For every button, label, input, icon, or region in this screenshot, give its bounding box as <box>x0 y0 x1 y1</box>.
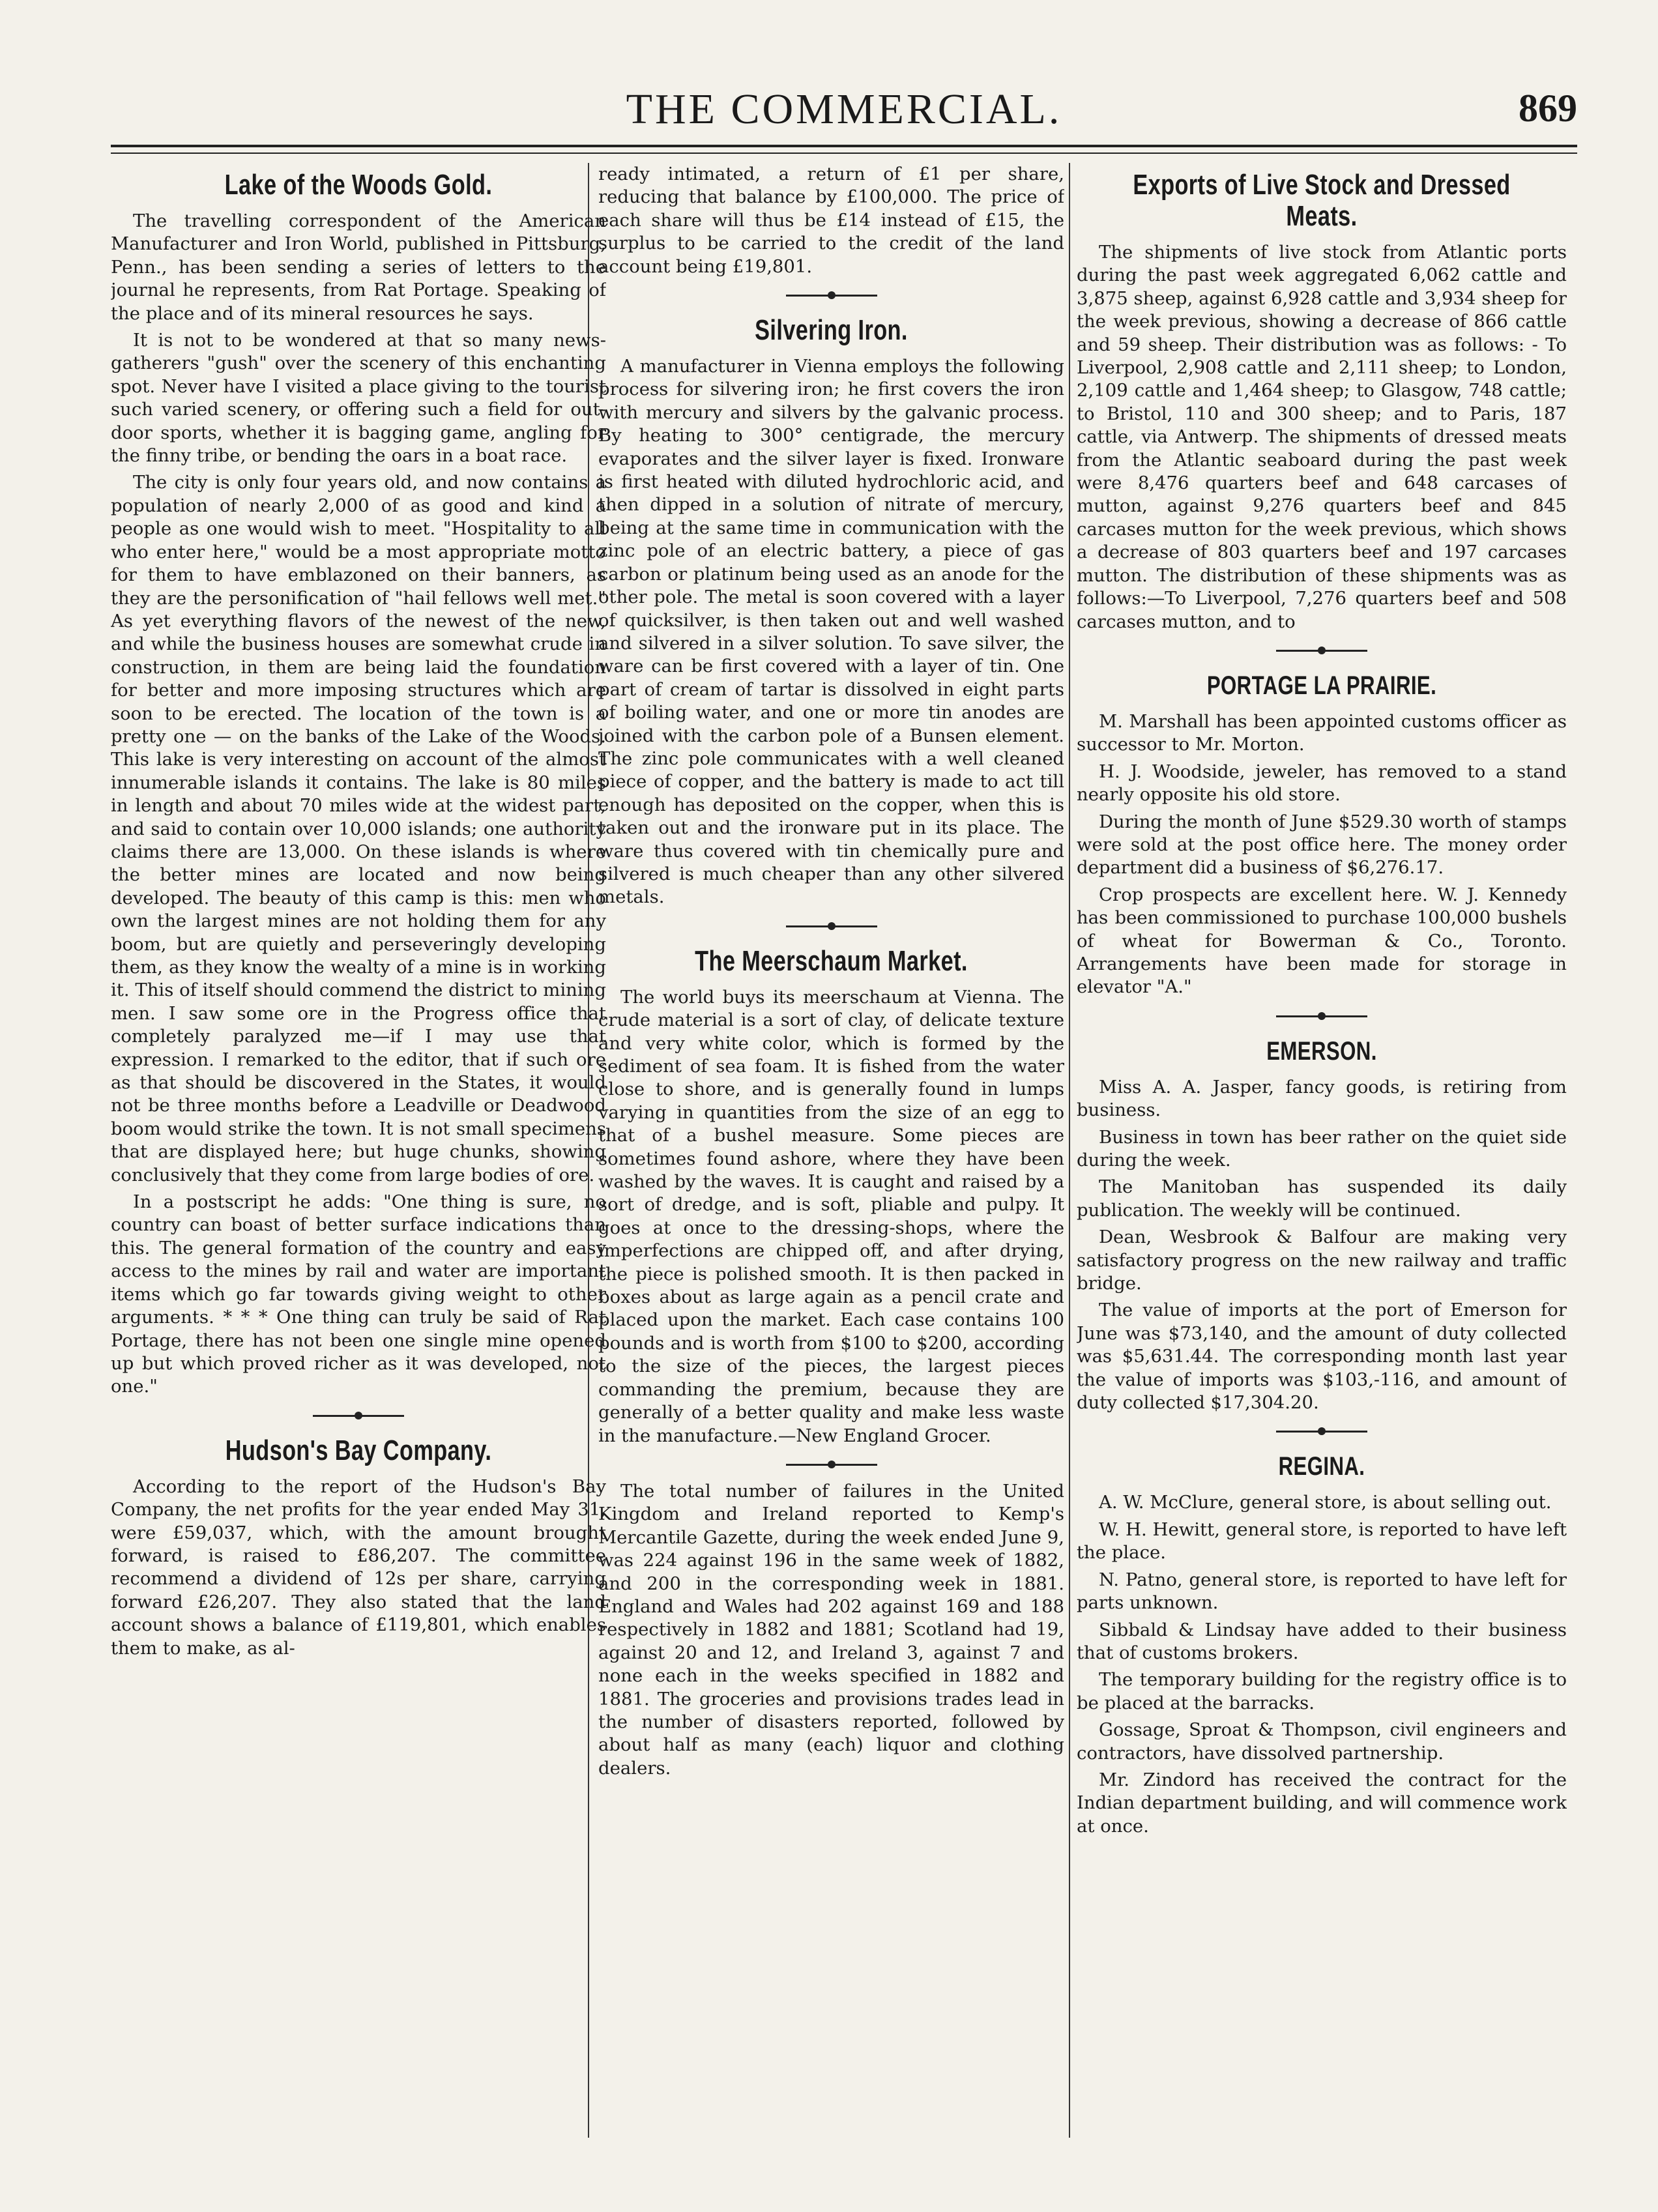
section-separator <box>598 913 1064 939</box>
column-1 <box>111 163 606 2138</box>
article-title-regina: REGINA. <box>1278 1452 1365 1481</box>
article-paragraph: Crop prospects are excellent here. W. J. Kennedy has been commissioned to purchase 100,000 bushels of wheat for Bowerman & Co., Toronto. Arrangements have been made for storage in elevator "A." <box>1077 884 1567 998</box>
section-separator <box>598 282 1064 308</box>
column-divider <box>1069 163 1070 2138</box>
article-paragraph: In a postscript he adds: "One thing is sure, no country can boast of better surface indications than this. The general formation of the country and easy access to the mines by rail and water are important items which go far towards giving weight to other arguments. * * * One thing can truly be said of Rat Portage, there has not been one single mine opened up but which proved richer as it was developed, not one." <box>111 1191 606 1397</box>
masthead-rule <box>111 145 1577 147</box>
article-paragraph: The city is only four years old, and now contains a population of nearly 2,000 of as good and kind a people as one would wish to meet. "Hospitality to all who enter here," would be a most appropriate motto for them to have emblazoned on their banners, as they are the personification of "hail fellows well met." As yet everything flavors of the newest of the new, and while the business houses are somewhat crude in construction, in them are being laid the foundation for better and more imposing structures which are soon to be erected. The location of the town is a pretty one — on the banks of the Lake of the Woods. This lake is very interesting on account of the almost innumerable islands it contains. The lake is 80 miles in length and about 70 miles wide at the widest part, and said to contain over 10,000 islands; one authority claims there are 13,000. On these islands is where the better mines are located and now being developed. The beauty of this camp is this: men who own the largest mines are not holding them for any boom, but are quietly and perseveringly developing them, as they know the wealty of a mine is in working it. This of itself should commend the district to mining men. I saw some ore in the Progress office that completely paralyzed me—if I may use that expression. I remarked to the editor, that if such ore as that should be discovered in the States, it would not be three months before a Leadville or Deadwood boom would strike the town. It is not small specimens that are displayed here; but huge chunks, showing conclusively that they come from large bodies of ore. <box>111 472 606 1186</box>
article-paragraph: The Manitoban has suspended its daily publication. The weekly will be continued. <box>1077 1176 1567 1221</box>
article-paragraph: W. H. Hewitt, general store, is reported to have left the place. <box>1077 1519 1567 1564</box>
article-paragraph: Mr. Zindord has received the contract for the Indian department building, and will commence work at once. <box>1077 1769 1567 1837</box>
masthead-rule-thin <box>111 153 1577 154</box>
article-paragraph: The shipments of live stock from Atlantic ports during the past week aggregated 6,062 cattle and 3,875 sheep, against 6,928 cattle and 3,934 sheep for the week previous, showing a decrease of 866 cattle and 59 sheep. Their distribution was as follows: - To Liverpool, 2,908 cattle and 2,111 sheep; to London, 2,109 cattle and 1,464 sheep; to Glasgow, 748 cattle; to Bristol, 110 and 300 sheep; and to Paris, 187 cattle, via Antwerp. The shipments of dressed meats from the Atlantic seaboard during the past week were 8,476 quarters beef and 648 carcases of mutton, against 9,276 quarters beef and 845 carcases mutton for the week previous, which shows a decrease of 803 quarters beef and 197 carcases mutton. The distribution of these shipments was as follows:—To Liverpool, 7,276 quarters beef and 508 carcases mutton, and to <box>1077 242 1567 632</box>
masthead-title: THE COMMERCIAL. <box>626 85 1062 133</box>
article-title-lake-of-the-woods: Lake of the Woods Gold. <box>224 169 493 201</box>
article-paragraph: ready intimated, a return of £1 per share, reducing that balance by £100,000. The price of each share will thus be £14 instead of £15, the surplus to be carried to the credit of the land account being £19,801. <box>598 164 1064 277</box>
article-title-meerschaum: The Meerschaum Market. <box>695 944 968 977</box>
column-3 <box>1077 163 1567 2138</box>
article-title-portage: PORTAGE LA PRAIRIE. <box>1206 671 1437 700</box>
article-paragraph: It is not to be wondered at that so many news-gatherers "gush" over the scenery of this enchanting spot. Never have I visited a place giving to the tourist such varied scenery, or offering such a field for out-door sports, whether it is bagging game, angling for the finny tribe, or bending the oars in a boat race. <box>111 330 606 467</box>
article-paragraph: The travelling correspondent of the American Manufacturer and Iron World, published in Pittsburg, Penn., has been sending a series of letters to the journal he represents, from Rat Portage. Speaking of the place and of its mineral resources he says. <box>111 211 606 324</box>
article-paragraph: The total number of failures in the United Kingdom and Ireland reported to Kemp's Mercantile Gazette, during the week ended June 9, was 224 against 196 in the same week of 1882, and 200 in the corresponding week in 1881. England and Wales had 202 against 169 and 188 respectively in 1882 and 1881; Scotland had 19, against 20 and 12, and Ireland 3, against 7 and none each in the weeks specified in 1882 and 1881. The groceries and provisions trades lead in the number of disasters reported, followed by about half as many (each) liquor and clothing dealers. <box>598 1480 1064 1779</box>
article-paragraph: Gossage, Sproat & Thompson, civil engineers and contractors, have dissolved partnership. <box>1077 1719 1567 1764</box>
section-separator <box>1077 1003 1567 1029</box>
article-paragraph: Miss A. A. Jasper, fancy goods, is retiring from business. <box>1077 1076 1567 1121</box>
article-paragraph: The temporary building for the registry office is to be placed at the barracks. <box>1077 1669 1567 1713</box>
article-title-exports: Exports of Live Stock and Dressed Meats. <box>1133 169 1511 232</box>
column-2 <box>598 163 1064 2138</box>
page-number: 869 <box>1519 87 1577 130</box>
section-separator <box>1077 637 1567 663</box>
article-title-hudsons-bay: Hudson's Bay Company. <box>225 1434 492 1466</box>
article-paragraph: A. W. McClure, general store, is about selling out. <box>1099 1492 1552 1513</box>
section-separator <box>1077 1418 1567 1444</box>
article-paragraph: Sibbald & Lindsay have added to their business that of customs brokers. <box>1077 1619 1567 1663</box>
article-paragraph: H. J. Woodside, jeweler, has removed to a stand nearly opposite his old store. <box>1077 761 1567 806</box>
article-paragraph: Dean, Wesbrook & Balfour are making very satisfactory progress on the new railway and traffic bridge. <box>1077 1227 1567 1294</box>
masthead <box>111 85 1577 143</box>
section-separator <box>598 1451 1064 1477</box>
article-paragraph: A manufacturer in Vienna employs the following process for silvering iron; he first covers the iron with mercury and silvers by the galvanic process. By heating to 300° centigrade, the mercury evaporates and the silver layer is fixed. Ironware is first heated with diluted hydrochloric acid, and then dipped in a solution of nitrate of mercury, being at the same time in communication with the zinc pole of an electric battery, a piece of gas carbon or platinum being used as an anode for the other pole. The metal is soon covered with a layer of quicksilver, is then taken out and well washed and silvered in a silver solution. To save silver, the ware can be first covered with a layer of tin. One part of cream of tartar is dissolved in eight parts of boiling water, and one or more tin anodes are joined with the carbon pole of a Bunsen element. The zinc pole communicates with a well cleaned piece of copper, and the battery is made to act till enough has deposited on the copper, when this is taken out and the ironware put in its place. The ware thus covered with tin chemically pure and silvered is much cheaper than any other silvered metals. <box>598 356 1064 908</box>
article-title-emerson: EMERSON. <box>1266 1036 1377 1066</box>
article-paragraph: M. Marshall has been appointed customs officer as successor to Mr. Morton. <box>1077 710 1567 755</box>
article-paragraph: During the month of June $529.30 worth of stamps were sold at the post office here. The money order department did a business of $6,276.17. <box>1077 811 1567 879</box>
article-paragraph: N. Patno, general store, is reported to have left for parts unknown. <box>1077 1569 1567 1614</box>
article-paragraph: The value of imports at the port of Emerson for June was $73,140, and the amount of duty collected was $5,631.44. The corresponding month last year the value of imports was $103,-116, and amount of duty collected $17,304.20. <box>1077 1300 1567 1414</box>
article-paragraph: Business in town has beer rather on the quiet side during the week. <box>1077 1126 1567 1171</box>
article-paragraph: The world buys its meerschaum at Vienna. The crude material is a sort of clay, of delicate texture and very white color, which is formed by the sediment of sea foam. It is fished from the water close to shore, and is generally found in lumps varying in quantities from the size of an egg to that of a bushel measure. Some pieces are sometimes found ashore, where they have been washed by the waves. It is caught and raised by a sort of dredge, and is soft, pliable and pulpy. It goes at once to the dressing-shops, where the imperfections are chipped off, and after drying, the piece is polished smooth. It is then packed in boxes about as large again as a pencil crate and placed upon the market. Each case contains 100 pounds and is worth from $100 to $200, according to the size of the pieces, the largest pieces commanding the premium, because they are generally of a better quality and make less waste in the manufacture.—New England Grocer. <box>598 986 1064 1446</box>
section-separator <box>111 1403 606 1429</box>
article-paragraph: According to the report of the Hudson's Bay Company, the net profits for the year ended May 31, were £59,037, which, with the amount brought forward, is raised to £86,207. The committee recommend a dividend of 12s per share, carrying forward £26,207. They also stated that the land account shows a balance of £119,801, which enables them to make, as al- <box>111 1476 606 1659</box>
article-title-silvering-iron: Silvering Iron. <box>755 314 908 347</box>
